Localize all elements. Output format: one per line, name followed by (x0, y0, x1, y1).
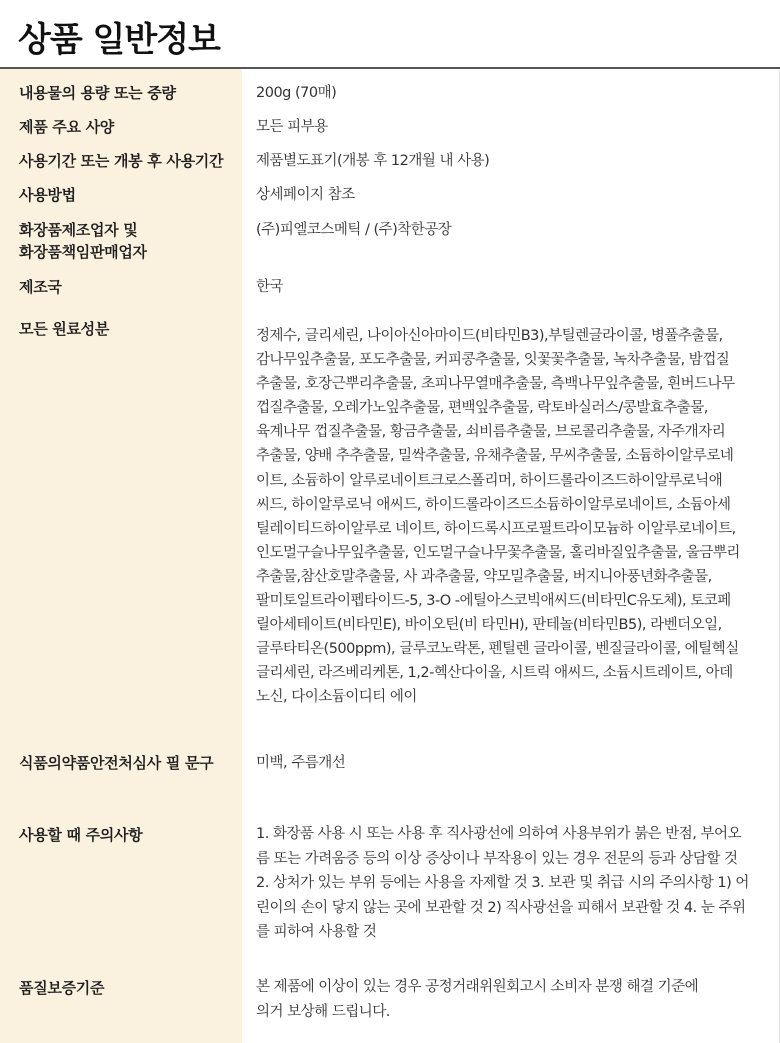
quality-guarantee-line: 본 제품에 이상이 있는 경우 공정거래위원회고시 소비자 분쟁 해결 기준에 (256, 979, 699, 995)
ingredients-line: 글리세린, 라즈베리케톤, 1,2-헥산다이올, 시트릭 애씨드, 소듐시트레이트, 아데 (256, 665, 733, 682)
ingredients-line: 껍질추출물, 오레가노잎추출물, 편백잎추출물, 락토바실러스/콩발효추출물, (256, 400, 708, 417)
cautions-line: 1. 화장품 사용 시 또는 사용 후 직사광선에 의하여 사용부위가 붉은 반점, 부어오 (256, 826, 741, 842)
cautions-line: 를 피하여 사용할 것 (256, 924, 377, 940)
label-quality-guarantee: 품질보증기준 (19, 979, 105, 997)
ingredients-line: 씨드, 하이알루로닉 애씨드, 하이드롤라이즈드소듐하이알루로네이트, 소듐아세 (256, 496, 731, 513)
ingredients-line: 글루타티온(500ppm), 글루코노락톤, 펜틸렌 글라이콜, 벤질글라이콜, 에틸헥실 (256, 641, 739, 658)
quality-guarantee-line: 의거 보상해 드립니다. (256, 1003, 390, 1020)
label-manufacturer-line: 화장품책임판매업자 (19, 243, 147, 261)
value-ingredients (256, 324, 764, 710)
label-manufacturer (19, 219, 239, 263)
ingredients-line: 정제수, 글리세린, 나이아신아마이드(비타민B3),부틸렌글라이콜, 병풀추출물, (256, 328, 723, 344)
value-manufacturer: (주)피엘코스메틱 / (주)착한공장 (256, 222, 452, 238)
ingredients-line: 노신, 다이소듐이디티 에이 (256, 689, 417, 706)
ingredients-line: 이트, 소듐하이 알루로네이트크로스폴리머, 하이드롤라이즈드하이알루로닉애 (256, 472, 723, 489)
ingredients-line: 추출물,참산호말추출물, 사 과추출물, 약모밀추출물, 버지니아풍년화추출물, (256, 568, 712, 585)
ingredients-line: 추출물, 양배 추추출물, 밀싹추출물, 유채추출물, 무씨추출물, 소듐하이알루로네 (256, 448, 734, 465)
ingredients-line: 팔미토일트라이펩타이드-5, 3-O -에틸아스코빅애씨드(비타민C유도체), 토코페 (256, 593, 731, 610)
value-mfds-statement: 미백, 주름개선 (256, 755, 346, 771)
label-column (0, 69, 242, 1043)
ingredients-line: 추출물, 호장근뿌리추출물, 초피나무열매추출물, 측백나무잎추출물, 흰버드나무 (256, 376, 735, 393)
cautions-line: 름 또는 가려움증 등의 이상 증상이나 부작용이 있는 경우 전문의 등과 상담할 것 (256, 850, 738, 867)
ingredients-line: 릴아세테이트(비타민E), 바이오틴(비 타민H), 판테놀(비타민B5), 라벤더오일, (256, 617, 722, 634)
label-how-to-use: 사용방법 (19, 186, 76, 204)
label-usage-period: 사용기간 또는 개봉 후 사용기간 (19, 152, 224, 170)
label-ingredients: 모든 원료성분 (19, 320, 110, 338)
value-cautions (256, 822, 764, 945)
product-info-table (0, 69, 780, 1043)
value-quality-guarantee (256, 975, 764, 1024)
label-mfds-statement: 식품의약품안전처심사 필 문구 (19, 754, 214, 772)
ingredients-line: 육계나무 껍질추출물, 황금추출물, 쇠비름추출물, 브로콜리추출물, 자주개자리 (256, 424, 726, 441)
cautions-line: 2. 상처가 있는 부위 등에는 사용을 자제할 것 3. 보관 및 취급 시의 주의사항 1) 어 (256, 875, 749, 891)
label-cautions: 사용할 때 주의사항 (19, 826, 143, 844)
value-how-to-use: 상세페이지 참조 (256, 187, 355, 203)
cautions-line: 린이의 손이 닿지 않는 곳에 보관할 것 2) 직사광선을 피해서 보관할 것 4. 눈 주위 (256, 899, 746, 916)
value-main-spec: 모든 피부용 (256, 119, 328, 135)
ingredients-line: 감나무잎추출물, 포도추출물, 커피콩추출물, 잇꽃꽃추출물, 녹차추출물, 밤껍질 (256, 352, 730, 369)
value-country: 한국 (256, 279, 284, 295)
value-capacity: 200g (70매) (256, 85, 337, 101)
label-main-spec: 제품 주요 사양 (19, 118, 114, 136)
label-capacity: 내용물의 용량 또는 중량 (19, 84, 176, 102)
label-manufacturer-line: 화장품제조업자 및 (19, 221, 138, 239)
value-usage-period: 제품별도표기(개봉 후 12개월 내 사용) (256, 153, 490, 169)
ingredients-line: 인도멀구슬나무잎추출물, 인도멀구슬나무꽃추출물, 홀리바질잎추출물, 울금뿌리 (256, 544, 740, 561)
label-country: 제조국 (19, 278, 62, 296)
page-title: 상품 일반정보 (18, 20, 220, 60)
ingredients-line: 틸레이티드하이알루로 네이트, 하이드록시프로필트라이모늄하 이알루로네이트, (256, 520, 736, 537)
